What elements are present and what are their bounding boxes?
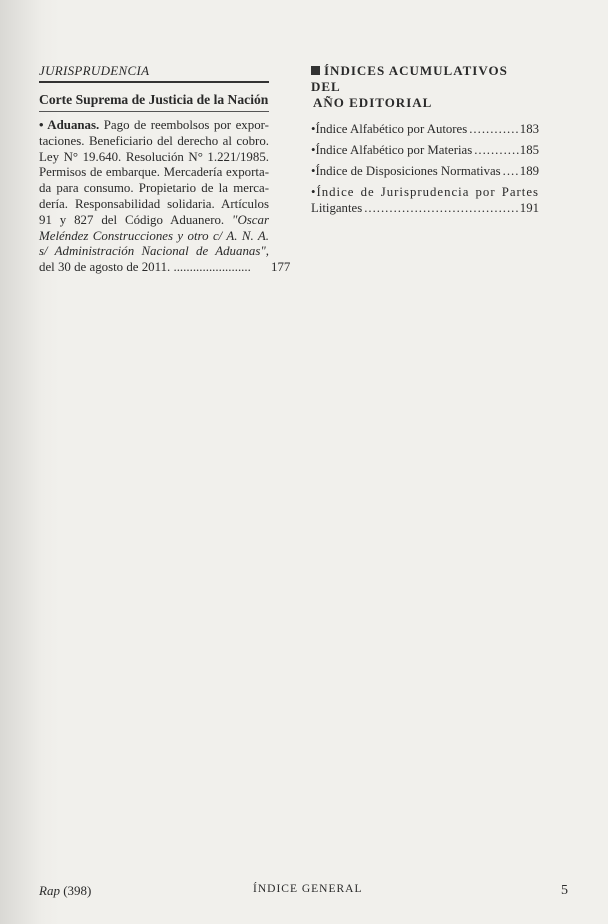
entry-line: da para consumo. Propietario de la merca-: [39, 181, 269, 196]
issue-number: (398): [59, 883, 92, 898]
case-name: s/ Administración Nacional de Aduanas",: [39, 244, 269, 259]
index-item-label: •Índice de Disposiciones Normativas: [311, 164, 501, 178]
index-title: [311, 63, 539, 111]
leader-dots: [472, 142, 520, 158]
footer-publication: [39, 883, 91, 899]
index-item: [311, 121, 539, 142]
index-list: [311, 121, 539, 216]
entry-line: taciones. Beneficiario del derecho al cobro.: [39, 133, 269, 148]
entry-date: del 30 de agosto de 2011. ........................: [39, 260, 251, 275]
index-item: [311, 163, 539, 184]
entry-line: [39, 213, 269, 229]
index-item-page: 191: [519, 201, 539, 215]
leader-dots: [362, 200, 520, 216]
index-item-label: Litigantes: [311, 201, 363, 215]
case-name: "Oscar: [232, 212, 269, 227]
entry-page-number: 177: [271, 260, 291, 275]
leader-dots: [467, 121, 520, 137]
index-item-label: •Índice de Jurisprudencia por Partes: [311, 185, 539, 199]
entry-line: [39, 118, 269, 134]
page-number: 5: [561, 883, 568, 898]
entry-line: [39, 260, 291, 276]
court-heading: Corte Suprema de Justicia de la Nación: [39, 92, 269, 112]
entry-line: Ley N° 19.640. Resolución N° 1.221/1985.: [39, 149, 269, 164]
index-item: [311, 184, 539, 216]
entry-text: 91 y 827 del Código Aduanero.: [39, 212, 225, 227]
entry-line: dería. Responsabilidad solidaria. Artículos: [39, 196, 269, 211]
jurisprudence-entry: [39, 118, 291, 276]
publication-name: Rap: [39, 883, 60, 898]
leader-dots: [501, 163, 520, 179]
entry-term: • Aduanas.: [39, 118, 100, 132]
index-item: [311, 142, 539, 163]
square-bullet-icon: [311, 66, 320, 75]
section-label: JURISPRUDENCIA: [39, 63, 269, 83]
jurisprudence-column: [39, 63, 291, 276]
index-item-line: [311, 200, 539, 216]
index-title-line: AÑO EDITORIAL: [313, 95, 433, 110]
index-item-label: •Índice Alfabético por Materias: [311, 143, 473, 157]
footer-section-title: ÍNDICE GENERAL: [253, 883, 363, 895]
cumulative-index-column: [311, 63, 539, 216]
case-name: Meléndez Construcciones y otro c/ A. N. A.: [39, 228, 269, 243]
entry-text: Pago de reembolsos por expor-: [103, 118, 269, 132]
entry-line: Permisos de embarque. Mercadería exporta-: [39, 165, 269, 180]
index-title-line: ÍNDICES ACUMULATIVOS DEL: [311, 63, 508, 94]
index-item-page: 189: [519, 164, 539, 178]
index-item-page: 183: [519, 122, 539, 136]
index-item-page: 185: [519, 143, 539, 157]
index-item-label: •Índice Alfabético por Autores: [311, 122, 468, 136]
